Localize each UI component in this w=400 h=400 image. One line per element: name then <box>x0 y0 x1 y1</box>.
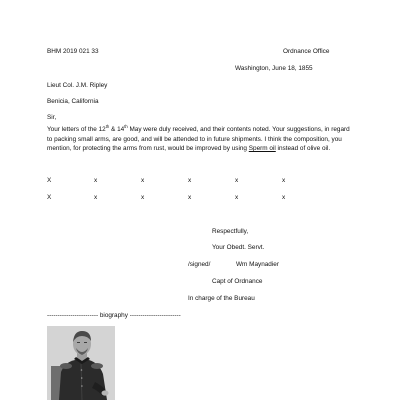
x-mark: x <box>94 177 98 184</box>
x-mark: x <box>141 194 145 201</box>
body-sup-2: th <box>124 123 128 129</box>
closing-respectfully: Respectfully, <box>212 228 249 235</box>
portrait-photo <box>47 326 115 400</box>
x-mark: x <box>282 194 286 201</box>
office-name: Ordnance Office <box>283 48 330 55</box>
body-text-2: & 14 <box>109 126 125 133</box>
x-mark: x <box>282 177 286 184</box>
signed-mark: /signed/ <box>188 261 211 268</box>
x-mark: X <box>47 194 52 201</box>
portrait-image <box>47 326 115 400</box>
body-text-3: May were duly received, and their contents noted. Your suggestions, in regard to packing small arms, are good, and will be attended to in future shipments. I think the composition, you mention, for protecting the arms from rust, would be improved by using <box>47 126 350 153</box>
x-row-1 <box>47 177 307 185</box>
x-mark: x <box>94 194 98 201</box>
body-text-4: instead of olive oil. <box>275 145 331 153</box>
x-mark: x <box>188 177 192 184</box>
reference-number: BHM 2019 021 33 <box>47 48 99 55</box>
closing-servant: Your Obedt. Servt. <box>212 244 265 251</box>
salutation: Sir, <box>47 114 57 121</box>
signer-role: In charge of the Bureau <box>188 295 255 302</box>
signer-rank: Capt of Ordnance <box>212 278 263 285</box>
recipient-name: Lieut Col. J.M. Ripley <box>47 82 108 89</box>
x-mark: x <box>235 194 239 201</box>
biography-divider: ------------------------ biography ------------------------ <box>47 312 181 319</box>
x-mark: x <box>141 177 145 184</box>
x-row-2 <box>47 194 307 202</box>
x-mark: x <box>188 194 192 201</box>
body-sup-1: th <box>105 123 110 129</box>
body-text-1: Your letters of the 12 <box>47 126 106 133</box>
place-date: Washington, June 18, 1855 <box>235 65 313 72</box>
letter-body <box>47 125 352 154</box>
body-underlined-text: Sperm oil <box>248 145 276 153</box>
signer-name: Wm Maynadier <box>236 261 279 268</box>
recipient-location: Benicia, California <box>47 98 99 105</box>
x-mark: x <box>235 177 239 184</box>
x-mark: X <box>47 177 52 184</box>
